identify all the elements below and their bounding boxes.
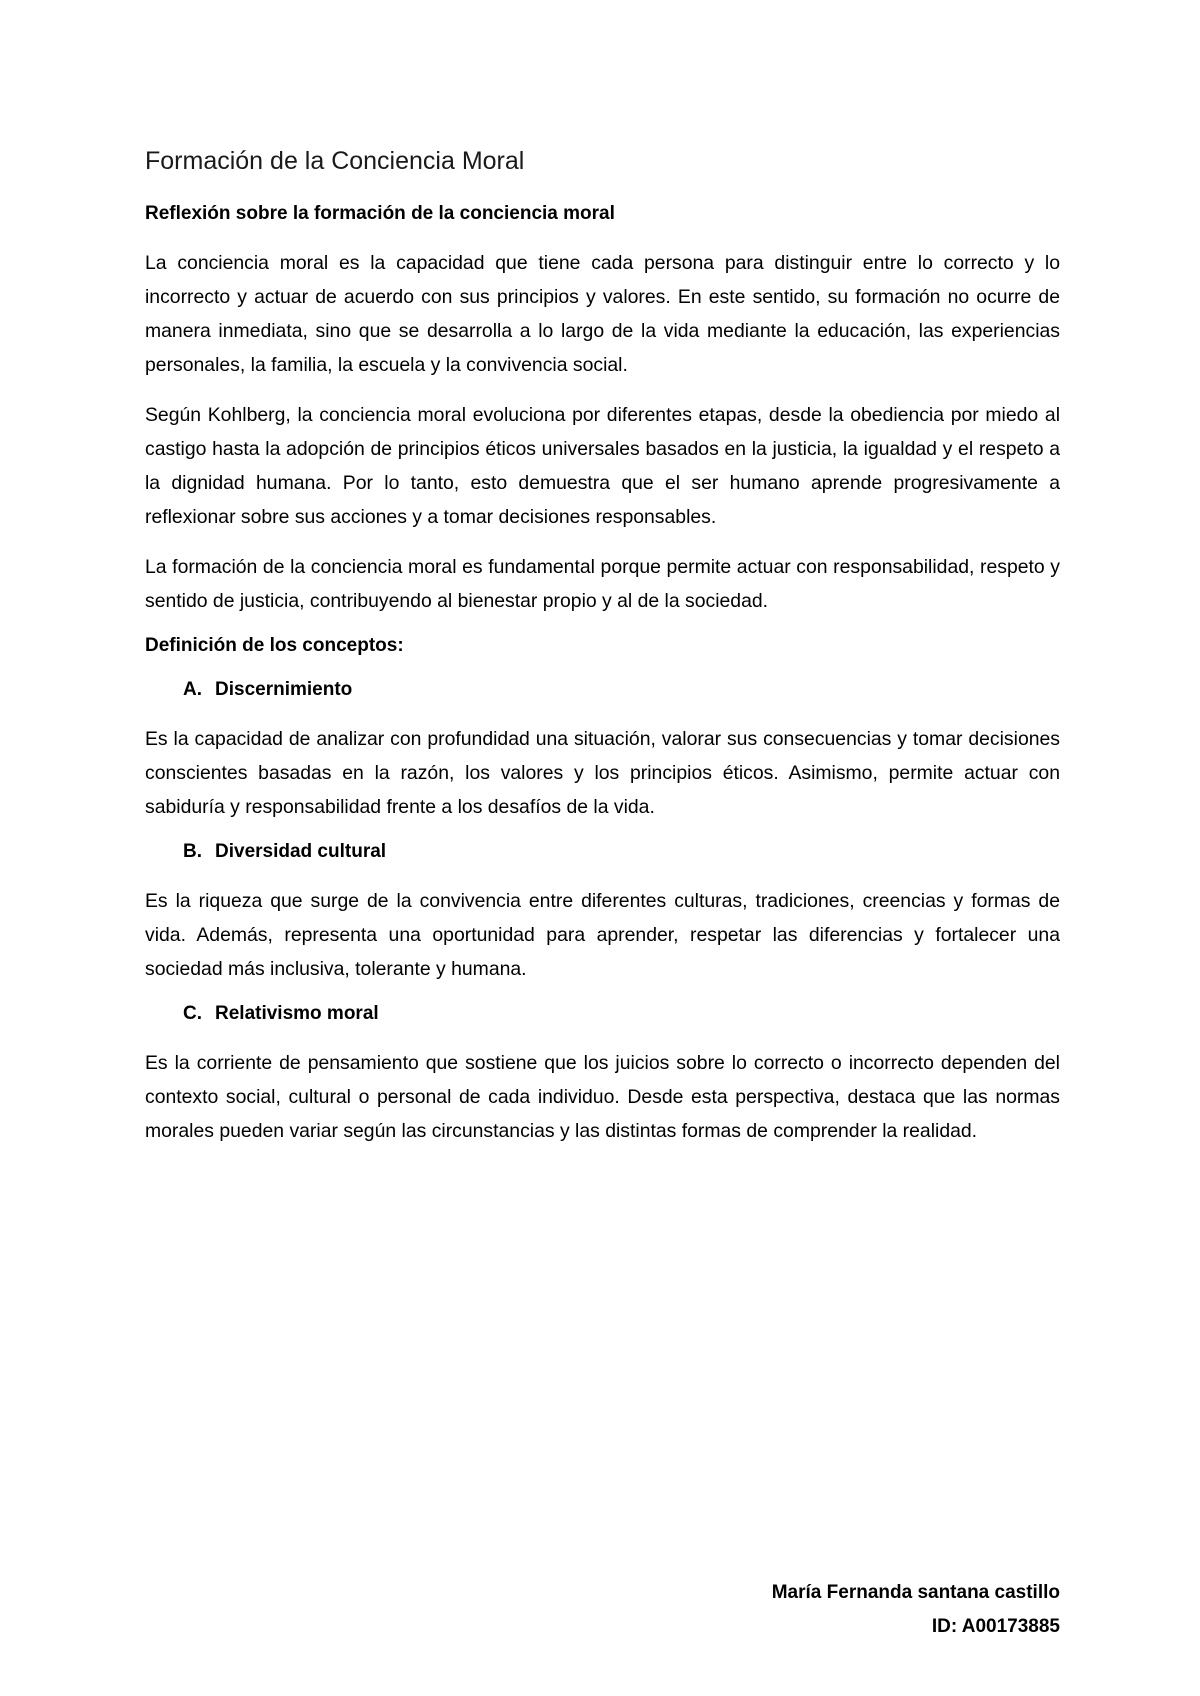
- reflection-paragraph-3: La formación de la conciencia moral es fundamental porque permite actuar con responsabilidad, respeto y sentido de justicia, contribuyendo al bienestar propio y al de la sociedad.: [145, 556, 1060, 612]
- term-label: Relativismo moral: [215, 1003, 379, 1024]
- term-label: Discernimiento: [215, 679, 353, 700]
- definition-text-c: Es la corriente de pensamiento que sostiene que los juicios sobre lo correcto o incorrecto dependen del contexto social, cultural o personal de cada individuo. Desde esta perspectiva, destaca que las normas morales pueden variar según las circunstancias y las distintas formas de comprender la realidad.: [145, 1052, 1060, 1142]
- definition-text-b: Es la riqueza que surge de la convivencia entre diferentes culturas, tradiciones, creencias y formas de vida. Además, representa una oportunidad para aprender, respetar las diferencias y fortalecer una sociedad más inclusiva, tolerante y humana.: [145, 890, 1060, 980]
- definition-term-b: [145, 840, 1060, 864]
- author-id: ID: A00173885: [931, 1616, 1060, 1637]
- definition-term-a: [145, 678, 1060, 702]
- definition-term-c: [145, 1002, 1060, 1026]
- document-title: Formación de la Conciencia Moral: [145, 147, 525, 175]
- term-label: Diversidad cultural: [215, 841, 387, 862]
- reflection-paragraph-2: Según Kohlberg, la conciencia moral evoluciona por diferentes etapas, desde la obediencia por miedo al castigo hasta la adopción de principios éticos universales basados en la justicia, la igualdad y el respeto a la dignidad humana. Por lo tanto, esto demuestra que el ser humano aprende progresivamente a reflexionar sobre sus acciones y a tomar decisiones responsables.: [145, 404, 1060, 528]
- reflection-paragraph-1: La conciencia moral es la capacidad que tiene cada persona para distinguir entre lo correcto y lo incorrecto y actuar de acuerdo con sus principios y valores. En este sentido, su formación no ocurre de manera inmediata, sino que se desarrolla a lo largo de la vida mediante la educación, las experiencias personales, la familia, la escuela y la convivencia social.: [145, 252, 1060, 376]
- list-marker: C.: [183, 1003, 202, 1024]
- definition-text-a: Es la capacidad de analizar con profundidad una situación, valorar sus consecuencias y tomar decisiones conscientes basadas en la razón, los valores y los principios éticos. Asimismo, permite actuar con sabiduría y responsabilidad frente a los desafíos de la vida.: [145, 728, 1060, 818]
- author-name: María Fernanda santana castillo: [771, 1582, 1060, 1603]
- definitions-heading: Definición de los conceptos:: [145, 635, 404, 656]
- list-marker: A.: [183, 679, 202, 700]
- reflection-heading: Reflexión sobre la formación de la conciencia moral: [145, 203, 615, 224]
- author-block: [772, 1576, 1060, 1644]
- list-marker: B.: [183, 841, 202, 862]
